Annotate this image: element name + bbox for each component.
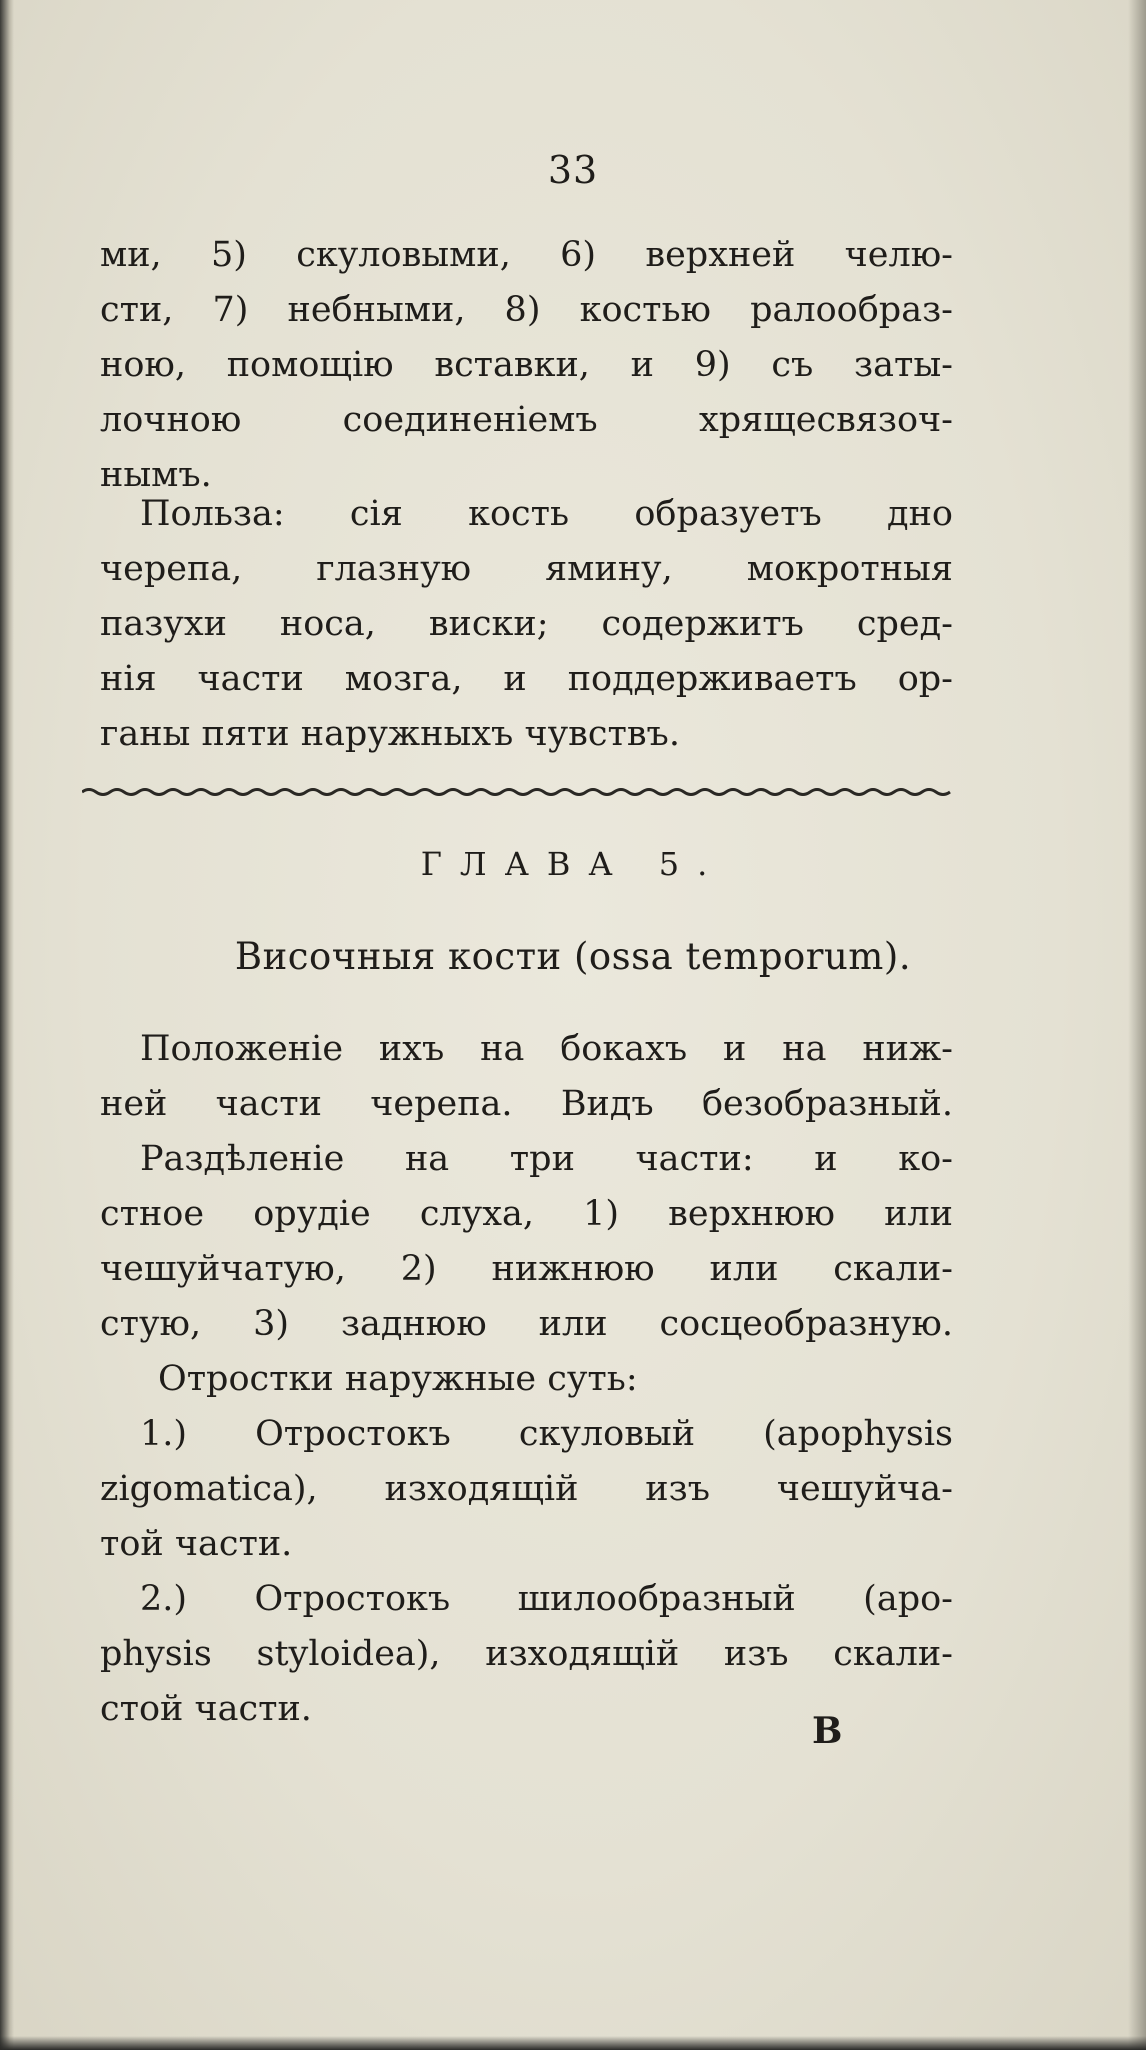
text-line: 2.) Отростокъ шилообразный (apo- — [140, 1579, 953, 1619]
page-left-edge — [0, 0, 14, 2050]
text-line: нымъ. — [100, 455, 212, 495]
text-line: стую, 3) заднюю или сосцеобразную. — [100, 1304, 953, 1344]
page-bottom-edge — [0, 2036, 1146, 2050]
catchword: В — [812, 1710, 843, 1752]
section-title: Височныя кости (ossa temporum). — [234, 935, 912, 978]
text-line: Раздѣленіе на три части: и ко- — [140, 1139, 953, 1179]
text-line: стой части. — [100, 1689, 312, 1729]
text-line: той части. — [100, 1524, 293, 1564]
text-line: чешуйчатую, 2) нижнюю или скали- — [100, 1249, 953, 1289]
ornamental-divider — [82, 786, 954, 798]
text-line: ганы пяти наружныхъ чувствъ. — [100, 714, 680, 754]
text-line: 1.) Отростокъ скуловый (apophysis — [140, 1414, 953, 1454]
text-line: Положеніе ихъ на бокахъ и на ниж- — [140, 1029, 953, 1069]
text-line: пазухи носа, виски; содержитъ сред- — [100, 604, 953, 644]
text-line: ною, помощію вставки, и 9) съ заты- — [100, 345, 953, 385]
text-line: physis styloidea), изходящій изъ скали- — [100, 1634, 953, 1674]
text-line: нія части мозга, и поддерживаетъ ор- — [100, 659, 953, 699]
text-line: Отростки наружные суть: — [158, 1359, 638, 1399]
page-number: 33 — [547, 148, 599, 192]
chapter-heading: ГЛАВА 5. — [420, 845, 726, 883]
usage-paragraph — [100, 487, 953, 762]
text-line: ней части черепа. Видъ безобразный. — [100, 1084, 953, 1124]
text-line: Польза: сія кость образуетъ дно — [140, 494, 953, 534]
body-paragraph — [100, 1022, 953, 1737]
text-line: стное орудіе слуха, 1) верхнюю или — [100, 1194, 953, 1234]
page-right-edge — [1128, 0, 1146, 2050]
text-line: черепа, глазную ямину, мокротныя — [100, 549, 953, 589]
continuation-paragraph — [100, 228, 953, 503]
text-line: ми, 5) скуловыми, 6) верхней челю- — [100, 235, 953, 275]
text-line: сти, 7) небными, 8) костью ралообраз- — [100, 290, 953, 330]
text-line: zigomatica), изходящій изъ чешуйча- — [100, 1469, 953, 1509]
text-line: лочною соединеніемъ хрящесвязоч- — [100, 400, 953, 440]
